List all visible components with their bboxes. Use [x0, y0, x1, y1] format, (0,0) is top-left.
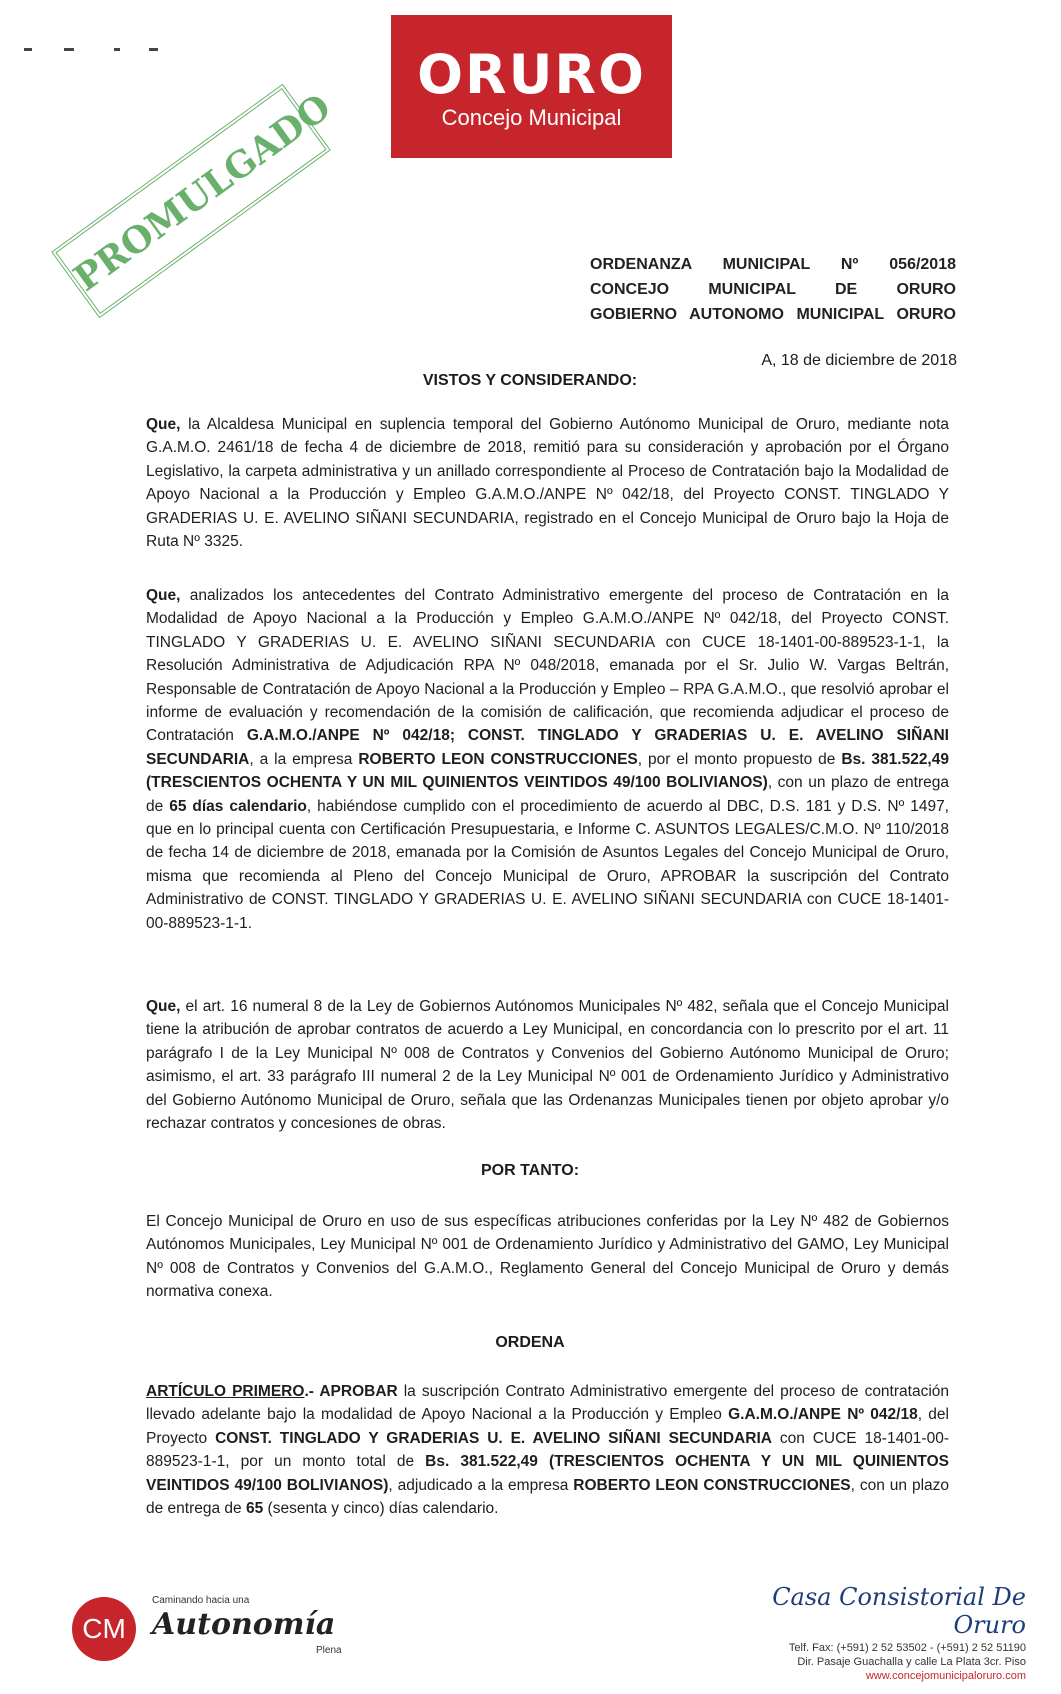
para-bold: CONST. TINGLADO Y GRADERIAS U. E. AVELINO SIÑANI SECUNDARIA [215, 1429, 772, 1447]
paragraph-considerando-1 [146, 413, 949, 553]
para-text: la suscripción Contrato Administrativo emergente del proceso de contratación llevado adelante bajo la modalidad de Apoyo Nacional a la Producción y Empleo [146, 1383, 950, 1424]
logo-subtitle: Concejo Municipal [441, 105, 622, 130]
section-ordena: ORDENA [495, 1334, 565, 1351]
para-text: , por el monto propuesto de [637, 750, 842, 768]
tagline-bottom: Plena [316, 1645, 342, 1656]
footer-phone: Telf. Fax: (+591) 2 52 53502 - (+591) 2 52 51190 [788, 1642, 1026, 1654]
ordinance-number: ORDENANZA MUNICIPAL Nº 056/2018 [590, 256, 956, 273]
footer-website: www.concejomunicipaloruro.com [865, 1670, 1026, 1682]
para-text: , a la empresa [249, 750, 359, 768]
paragraph-por-tanto: El Concejo Municipal de Oruro en uso de sus específicas atribuciones conferidas por la Ley Nº 482 de Gobiernos Autónomos Municipales, Ley Municipal Nº 001 de Ordenamiento Jurídico y Administrativo del GAMO, Ley Municipal Nº 008 de Contratos y Convenios del G.A.M.O., Reglamento General del Concejo Municipal de Oruro y demás normativa conexa. [146, 1213, 949, 1301]
para-text: , con un plazo de entrega de [146, 774, 950, 815]
para-text: la Alcaldesa Municipal en suplencia temporal del Gobierno Autónomo Municipal de Oruro, mediante nota G.A.M.O. 2461/18 de fecha 4 de diciembre de 2018, remitió para su consideración y aprobación por el Órgano Legislativo, la carpeta administrativa y un anillado correspondiente al Proceso de Contratación bajo la Modalidad de Apoyo Nacional a la Producción y Empleo G.A.M.O./ANPE Nº 042/18, del Proyecto CONST. TINGLADO Y GRADERIAS U. E. AVELINO SIÑANI SECUNDARIA, registrado en el Concejo Municipal de Oruro bajo la Hoja de Ruta Nº 3325. [146, 416, 949, 551]
logo-brand: ORURO [417, 43, 646, 106]
paragraph-considerando-2 [146, 584, 949, 935]
tagline-main: Autonomía [152, 1607, 336, 1642]
cm-badge: CM [72, 1597, 136, 1661]
para-bold: ROBERTO LEON CONSTRUCCIONES [358, 750, 638, 768]
para-text: analizados los antecedentes del Contrato Administrativo emergente del proceso de Contratación en la Modalidad de Apoyo Nacional a la Producción y Empleo G.A.M.O./ANPE Nº 042/18, del Proyecto CONST. TINGLADO Y GRADERIAS U. E. AVELINO SIÑANI SECUNDARIA con CUCE 18-1401-00-889523-1-1, la Resolución Administrativa de Adjudicación RPA Nº 048/2018, emanada por el Sr. Julio W. Vargas Beltrán, Responsable de Contratación de Apoyo Nacional a la Producción y Empleo – RPA G.A.M.O., que resolvió aprobar el informe de evaluación y recomendación de la comisión de calificación, que recomienda adjudicar el proceso de Contratación [146, 587, 949, 745]
para-text: , habiéndose cumplido con el procedimiento de acuerdo al DBC, D.S. 181 y D.S. Nº 1497, que en lo principal cuenta con Certificación Presupuestaria, e Informe C. ASUNTOS LEGALES/C.M.O. Nº 110/2018 de fecha 14 de diciembre de 2018, emanada por la Comisión de Asuntos Legales del Concejo Municipal de Oruro, misma que recomienda al Pleno del Concejo Municipal de Oruro, APROBAR la suscripción del Contrato Administrativo de CONST. TINGLADO Y GRADERIAS U. E. AVELINO SIÑANI SECUNDARIA con CUCE 18-1401-00-889523-1-1. [146, 797, 949, 932]
footer-autonomia-logo [72, 1593, 342, 1663]
paragraph-considerando-3 [146, 995, 949, 1135]
promulgado-stamp: PROMULGADO [51, 84, 331, 318]
government-name: GOBIERNO AUTONOMO MUNICIPAL ORURO [590, 306, 956, 323]
para-text: el art. 16 numeral 8 de la Ley de Gobiernos Autónomos Municipales Nº 482, señala que el Concejo Municipal tiene la atribución de aprobar contratos de acuerdo a Ley Municipal, en concordancia con lo prescrito por el art. 11 parágrafo I de la Ley Municipal Nº 008 de Contratos y Convenios del Gobierno Autónomo Municipal de Oruro; asimismo, el art. 33 parágrafo III numeral 2 de la Ley Municipal Nº 001 de Ordenamiento Jurídico y Administrativo del Gobierno Autónomo Municipal de Oruro, señala que las Ordenanzas Municipales tienen por objeto aprobar y/o rechazar contratos y concesiones de obras. [146, 998, 949, 1133]
council-name: CONCEJO MUNICIPAL DE ORURO [590, 281, 956, 298]
scan-artifact [24, 48, 164, 60]
para-bold: ROBERTO LEON CONSTRUCCIONES [573, 1476, 851, 1494]
para-lead: Que, [146, 587, 181, 604]
para-text: (sesenta y cinco) días calendario. [263, 1500, 499, 1518]
article-verb: .- APROBAR [304, 1383, 398, 1400]
article-primero [146, 1380, 949, 1520]
tagline-top: Caminando hacia una [152, 1595, 250, 1606]
footer-address: Dir. Pasaje Guachalla y calle La Plata 3cr. Piso [797, 1656, 1026, 1668]
para-text: , del Proyecto [146, 1406, 949, 1447]
para-bold: 65 días calendario [169, 797, 307, 815]
para-bold: Bs. 381.522,49 (TRESCIENTOS OCHENTA Y UN MIL QUINIENTOS VEINTIDOS 49/100 BOLIVIANOS) [146, 1453, 949, 1494]
document-date: A, 18 de diciembre de 2018 [761, 352, 957, 369]
para-lead: Que, [146, 998, 181, 1015]
oruro-logo [391, 15, 672, 158]
footer-contact [700, 1583, 1026, 1683]
section-por-tanto: POR TANTO: [480, 1162, 580, 1179]
footer-title: Casa Consistorial De Oruro [772, 1583, 1026, 1639]
para-text: , adjudicado a la empresa [388, 1476, 574, 1494]
para-bold: Bs. 381.522,49 (TRESCIENTOS OCHENTA Y UN MIL QUINIENTOS VEINTIDOS 49/100 BOLIVIANOS) [146, 750, 949, 792]
para-bold: G.A.M.O./ANPE Nº 042/18 [728, 1406, 918, 1424]
article-heading: ARTÍCULO PRIMERO [146, 1383, 305, 1400]
section-vistos: VISTOS Y CONSIDERANDO: [422, 372, 638, 389]
para-text: con CUCE 18-1401-00-889523-1-1, por un monto total de [146, 1429, 949, 1471]
para-bold: G.A.M.O./ANPE Nº 042/18; CONST. TINGLADO Y GRADERIAS U. E. AVELINO SIÑANI SECUNDARIA [146, 727, 949, 768]
para-text: , con un plazo de entrega de [146, 1476, 950, 1518]
para-lead: Que, [146, 416, 181, 433]
para-bold: 65 [245, 1500, 264, 1518]
